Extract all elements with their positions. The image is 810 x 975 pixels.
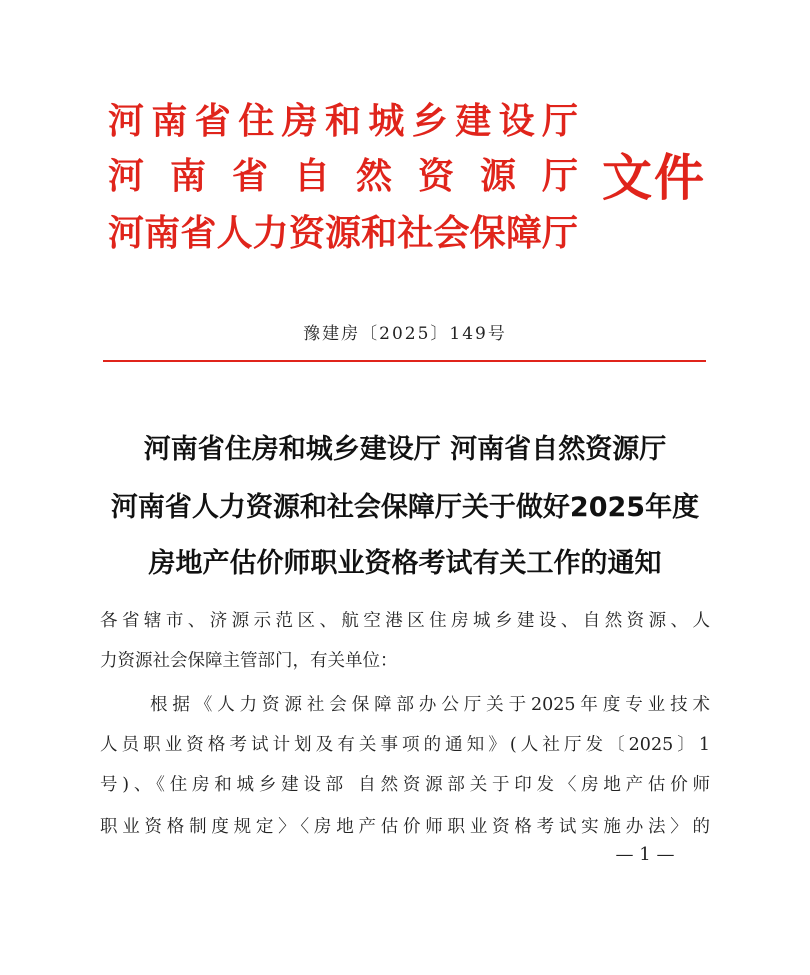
notice-title-line-3: 房地产估价师职业资格考试有关工作的通知 <box>148 548 662 579</box>
masthead-org-human-resources: 河南省人力资源和社会保障厅 <box>108 213 578 254</box>
red-divider <box>103 360 706 362</box>
notice-title-line-2: 河南省人力资源和社会保障厅关于做好2025年度 <box>110 492 700 523</box>
masthead-org-natural-resources: 河南省自然资源厅 <box>108 156 578 197</box>
masthead-org-housing: 河南省住房和城乡建设厅 <box>108 101 578 142</box>
body-paragraph-line-4: 职业资格制度规定〉〈房地产估价师职业资格考试实施办法〉的 <box>100 817 710 837</box>
body-paragraph-line-2: 人员职业资格考试计划及有关事项的通知》(人社厅发〔2025〕1 <box>100 735 710 755</box>
addressee-line-1: 各省辖市、济源示范区、航空港区住房城乡建设、自然资源、人 <box>100 611 710 631</box>
page-number: — 1 — <box>615 844 675 865</box>
body-paragraph-line-1: 根据《人力资源社会保障部办公厅关于2025年度专业技术 <box>150 695 710 715</box>
body-paragraph-line-3: 号)、《住房和城乡建设部 自然资源部关于印发〈房地产估价师 <box>100 775 710 795</box>
document-number: 豫建房〔2025〕149号 <box>303 324 507 344</box>
addressee-line-2: 力资源社会保障主管部门，有关单位： <box>100 651 398 671</box>
masthead-document-suffix: 文件 <box>602 149 706 207</box>
masthead <box>100 98 706 258</box>
notice-title-line-1: 河南省住房和城乡建设厅 河南省自然资源厅 <box>143 434 667 465</box>
